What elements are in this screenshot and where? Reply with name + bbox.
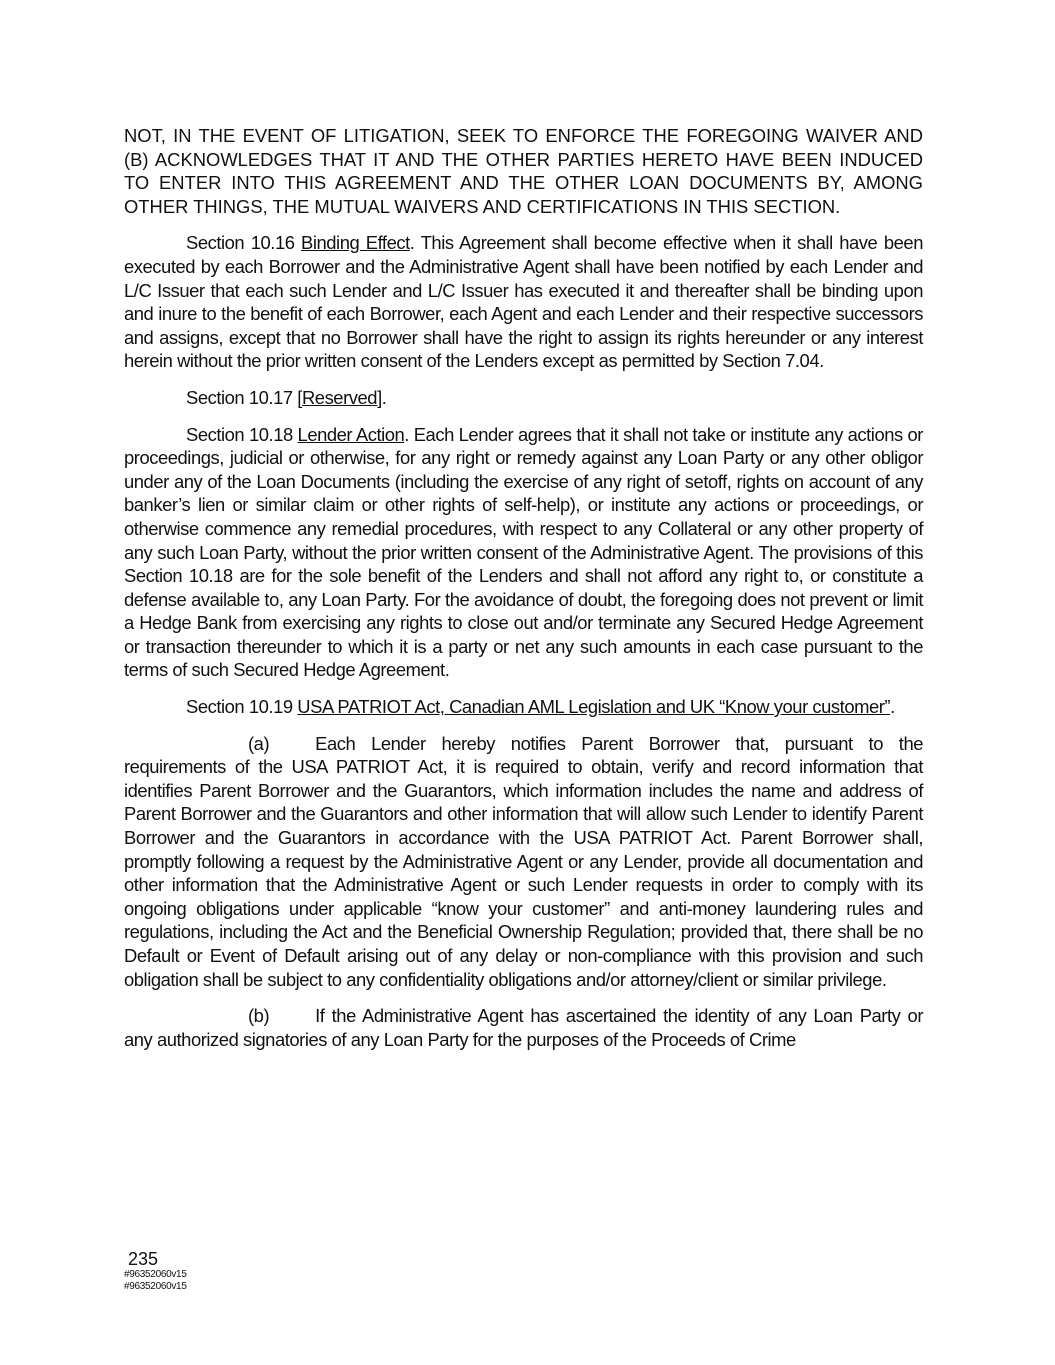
- clause-label: (a): [248, 732, 270, 754]
- page-number: 235: [128, 1249, 159, 1269]
- section-heading: [Reserved]: [297, 386, 382, 408]
- section-10-18: [124, 423, 923, 683]
- section-number: Section 10.18: [186, 423, 298, 445]
- document-id: #96352060v15: [124, 1281, 187, 1292]
- clause-a: [124, 732, 923, 992]
- section-heading: Lender Action: [297, 423, 405, 445]
- section-text: .: [381, 386, 387, 408]
- clause-b: [124, 1004, 923, 1051]
- section-10-17: [124, 386, 923, 410]
- clause-text: If the Administrative Agent has ascertained the identity of any Loan Party or any authorized signatories of any Loan Party for the purposes of the Proceeds of Crime: [124, 1005, 923, 1050]
- clause-text: Each Lender hereby notifies Parent Borrower that, pursuant to the requirements of the USA PATRIOT Act, it is required to obtain, verify and record information that identifies Parent Borrower and the Guarantors, which information includes the name and address of Parent Borrower and the Guarantors and other information that will allow such Lender to identify Parent Borrower and the Guarantors in accordance with the USA PATRIOT Act. Parent Borrower shall, promptly following a request by the Administrative Agent or any Lender, provide all documentation and other information that the Administrative Agent or such Lender requests in order to comply with its ongoing obligations under applicable “know your customer” and anti-money laundering rules and regulations, including the Act and the Beneficial Ownership Regulation; provided that, there shall be no Default or Event of Default arising out of any delay or non-compliance with this provision and such obligation shall be subject to any confidentiality obligations and/or attorney/client or similar privilege.: [124, 732, 923, 990]
- section-number: Section 10.17: [186, 386, 298, 408]
- section-text: . Each Lender agrees that it shall not take or institute any actions or proceedings, judicial or otherwise, for any right or remedy against any Loan Party or any other obligor under any of the Loan Documents (including the exercise of any right of setoff, rights on account of any banker’s lien or similar claim or other rights of self-help), or institute any actions or proceedings, or otherwise commence any remedial procedures, with respect to any Collateral or any other property of any such Loan Party, without the prior written consent of the Administrative Agent. The provisions of this Section 10.18 are for the sole benefit of the Lenders and shall not afford any right to, or constitute a defense available to, any Loan Party. For the avoidance of doubt, the foregoing does not prevent or limit a Hedge Bank from exercising any rights to close out and/or terminate any Secured Hedge Agreement or transaction thereunder to which it is a party or net any such amounts in each case pursuant to the terms of such Secured Hedge Agreement.: [124, 423, 923, 681]
- page-footer: [124, 1249, 187, 1293]
- section-text: . This Agreement shall become effective when it shall have been executed by each Borrower and the Administrative Agent shall have been notified by each Lender and L/C Issuer that each such Lender and L/C Issuer has executed it and thereafter shall be binding upon and inure to the benefit of each Borrower, each Agent and each Lender and their respective successors and assigns, except that no Borrower shall have the right to assign its rights hereunder or any interest herein without the prior written consent of the Lenders except as permitted by Section 7.04.: [124, 232, 923, 372]
- section-10-19: [124, 695, 923, 719]
- document-body: [124, 124, 923, 1064]
- section-text: .: [890, 696, 895, 718]
- waiver-paragraph: NOT, IN THE EVENT OF LITIGATION, SEEK TO ENFORCE THE FOREGOING WAIVER AND (B) ACKNOWLEDGES THAT IT AND THE OTHER PARTIES HERETO HAVE BEEN INDUCED TO ENTER INTO THIS AGREEMENT AND THE OTHER LOAN DOCUMENTS BY, AMONG OTHER THINGS, THE MUTUAL WAIVERS AND CERTIFICATIONS IN THIS SECTION.: [124, 125, 923, 217]
- section-number: Section 10.19: [186, 696, 298, 718]
- document-id: #96352060v15: [124, 1269, 187, 1280]
- clause-label: (b): [248, 1005, 270, 1027]
- section-heading: USA PATRIOT Act, Canadian AML Legislation and UK “Know your customer”: [297, 696, 891, 718]
- section-heading: Binding Effect: [301, 232, 410, 254]
- section-10-16: [124, 231, 923, 373]
- section-number: Section 10.16: [186, 232, 302, 254]
